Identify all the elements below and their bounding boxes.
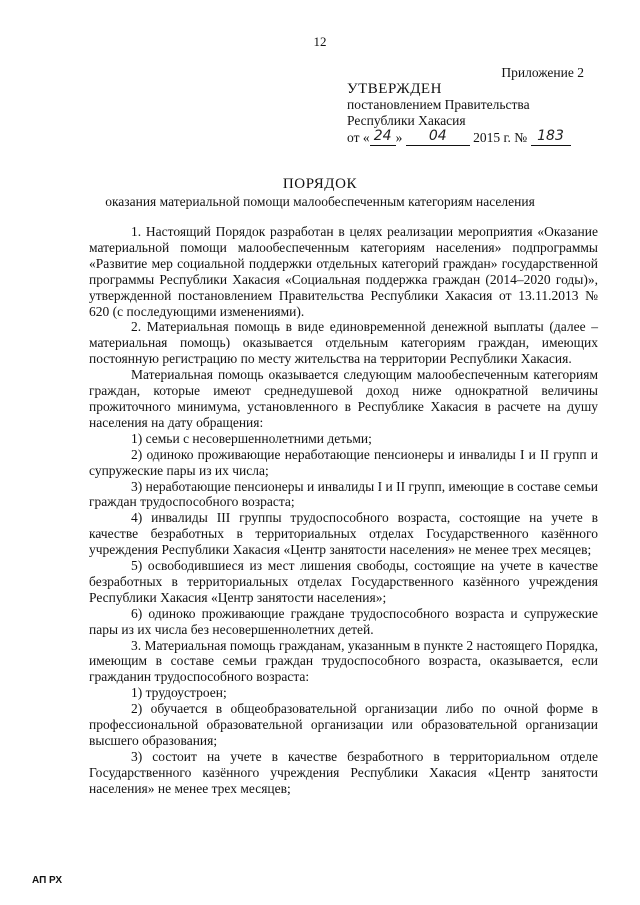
day-handwritten: 24: [370, 129, 396, 146]
document-body: [89, 224, 598, 797]
list-item: 4) инвалиды III группы трудоспособного возраста, состоящие на учете в качестве безработных в территориальных отделах Государственного казённого учреждения Республики Хакасия «Центр занятости населения» не менее трех месяцев;: [89, 510, 598, 558]
paragraph: 2. Материальная помощь в виде единовременной денежной выплаты (далее – материальная помощь) оказывается отдельным категориям граждан, имеющих постоянную регистрацию по месту жительства на территории Республики Хакасия.: [89, 319, 598, 367]
date-day-close: »: [395, 130, 403, 145]
approval-line-1: постановлением Правительства: [347, 97, 530, 112]
paragraph: 3. Материальная помощь гражданам, указанным в пункте 2 настоящего Порядка, имеющим в составе семьи граждан трудоспособного возраста, оказывается, если гражданин трудоспособного возраста:: [89, 637, 598, 685]
list-item: 6) одиноко проживающие граждане трудоспособного возраста и супружеские пары из их числа без несовершеннолетних детей.: [89, 605, 598, 637]
document-subtitle: оказания материальной помощи малообеспеченным категориям населения: [105, 194, 535, 209]
list-item: 2) одиноко проживающие неработающие пенсионеры и инвалиды I и II групп и супружеские пары из их числа;: [89, 446, 598, 478]
page-number: 12: [313, 34, 327, 49]
list-item: 5) освободившиеся из мест лишения свободы, состоящие на учете в качестве безработных в территориальных отделах Государственного казённого учреждения Республики Хакасия «Центр занятости населения»;: [89, 558, 598, 605]
list-item: 1) трудоустроен;: [131, 685, 227, 701]
approved-heading: УТВЕРЖДЕН: [347, 81, 442, 97]
paragraph: Материальная помощь оказывается следующим малообеспеченным категориям граждан, которые имеют среднедушевой доход ниже однократной величины прожиточного минимума, установленного в Республике Хакасия в расчете на душу населения на дату обращения:: [89, 367, 598, 430]
approval-block: [347, 81, 571, 146]
paragraph: 1. Настоящий Порядок разработан в целях реализации мероприятия «Оказание материальной помощи малообеспеченным категориям населения» подпрограммы «Развитие мер социальной поддержки отдельных категорий граждан» государственной программы Республики Хакасия «Социальная поддержка граждан (2014–2020 годы)», утвержденной постановлением Правительства Республики Хакасия от 13.11.2013 № 620 (с последующими изменениями).: [89, 224, 598, 319]
date-year-label: 2015 г. №: [473, 130, 528, 145]
number-handwritten: 183: [531, 129, 571, 146]
list-item: 2) обучается в общеобразовательной организации либо по очной форме в профессиональной образовательной организации или образовательной организации высшего образования;: [89, 701, 598, 748]
list-item: 3) состоит на учете в качестве безработного в территориальном отделе Государственного казённого учреждения Республики Хакасия «Центр занятости населения» не менее трех месяцев;: [89, 748, 598, 796]
appendix-label: Приложение 2: [501, 65, 584, 80]
approval-date-line: [347, 129, 571, 146]
footer-stamp: АП РХ: [32, 875, 63, 886]
date-from-label: от «: [347, 130, 370, 145]
document-title: ПОРЯДОК: [282, 176, 358, 192]
list-item: 3) неработающие пенсионеры и инвалиды I и II групп, имеющие в составе семьи граждан трудоспособного возраста;: [89, 478, 598, 510]
month-handwritten: 04: [406, 129, 470, 146]
approval-line-2: Республики Хакасия: [347, 113, 466, 128]
list-item: 1) семьи с несовершеннолетними детьми;: [131, 430, 372, 446]
